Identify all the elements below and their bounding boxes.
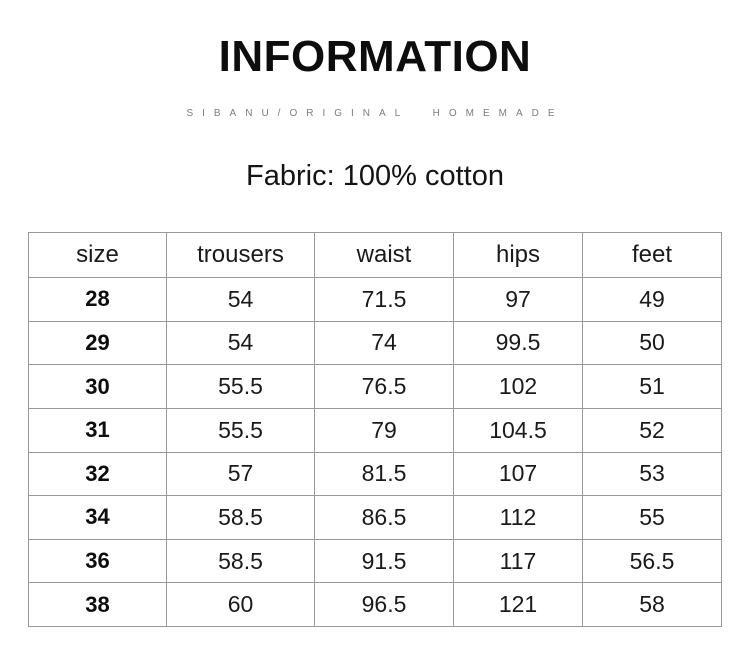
cell-size: 36 (29, 539, 167, 583)
cell-hips: 121 (454, 583, 583, 627)
cell-hips: 104.5 (454, 408, 583, 452)
cell-waist: 79 (315, 408, 454, 452)
cell-size: 28 (29, 278, 167, 322)
table-row (29, 539, 722, 583)
cell-waist: 76.5 (315, 365, 454, 409)
cell-trousers: 58.5 (167, 496, 315, 540)
column-header-trousers: trousers (167, 233, 315, 278)
cell-size: 31 (29, 408, 167, 452)
column-header-waist: waist (315, 233, 454, 278)
cell-feet: 49 (583, 278, 722, 322)
table-row (29, 583, 722, 627)
cell-feet: 56.5 (583, 539, 722, 583)
cell-trousers: 60 (167, 583, 315, 627)
cell-hips: 102 (454, 365, 583, 409)
cell-size: 34 (29, 496, 167, 540)
table-row (29, 278, 722, 322)
cell-waist: 71.5 (315, 278, 454, 322)
cell-feet: 51 (583, 365, 722, 409)
table-row (29, 452, 722, 496)
cell-trousers: 58.5 (167, 539, 315, 583)
table-row (29, 408, 722, 452)
table-row (29, 321, 722, 365)
table-row (29, 496, 722, 540)
cell-size: 29 (29, 321, 167, 365)
cell-hips: 107 (454, 452, 583, 496)
cell-feet: 53 (583, 452, 722, 496)
cell-size: 32 (29, 452, 167, 496)
column-header-feet: feet (583, 233, 722, 278)
cell-waist: 81.5 (315, 452, 454, 496)
cell-waist: 74 (315, 321, 454, 365)
cell-waist: 86.5 (315, 496, 454, 540)
cell-hips: 117 (454, 539, 583, 583)
cell-trousers: 55.5 (167, 408, 315, 452)
cell-trousers: 57 (167, 452, 315, 496)
cell-hips: 97 (454, 278, 583, 322)
cell-hips: 99.5 (454, 321, 583, 365)
cell-feet: 52 (583, 408, 722, 452)
cell-trousers: 54 (167, 278, 315, 322)
page-title: INFORMATION (218, 32, 532, 81)
cell-waist: 96.5 (315, 583, 454, 627)
cell-trousers: 55.5 (167, 365, 315, 409)
cell-feet: 50 (583, 321, 722, 365)
cell-feet: 58 (583, 583, 722, 627)
cell-hips: 112 (454, 496, 583, 540)
table-row (29, 365, 722, 409)
fabric-description: Fabric: 100% cotton (246, 160, 504, 192)
cell-size: 38 (29, 583, 167, 627)
header-row (29, 233, 722, 278)
cell-size: 30 (29, 365, 167, 409)
brand-subtitle: SIBANU/ORIGINAL HOMEMADE (186, 108, 564, 119)
size-chart-table (28, 232, 722, 627)
cell-feet: 55 (583, 496, 722, 540)
column-header-size: size (29, 233, 167, 278)
column-header-hips: hips (454, 233, 583, 278)
cell-trousers: 54 (167, 321, 315, 365)
cell-waist: 91.5 (315, 539, 454, 583)
